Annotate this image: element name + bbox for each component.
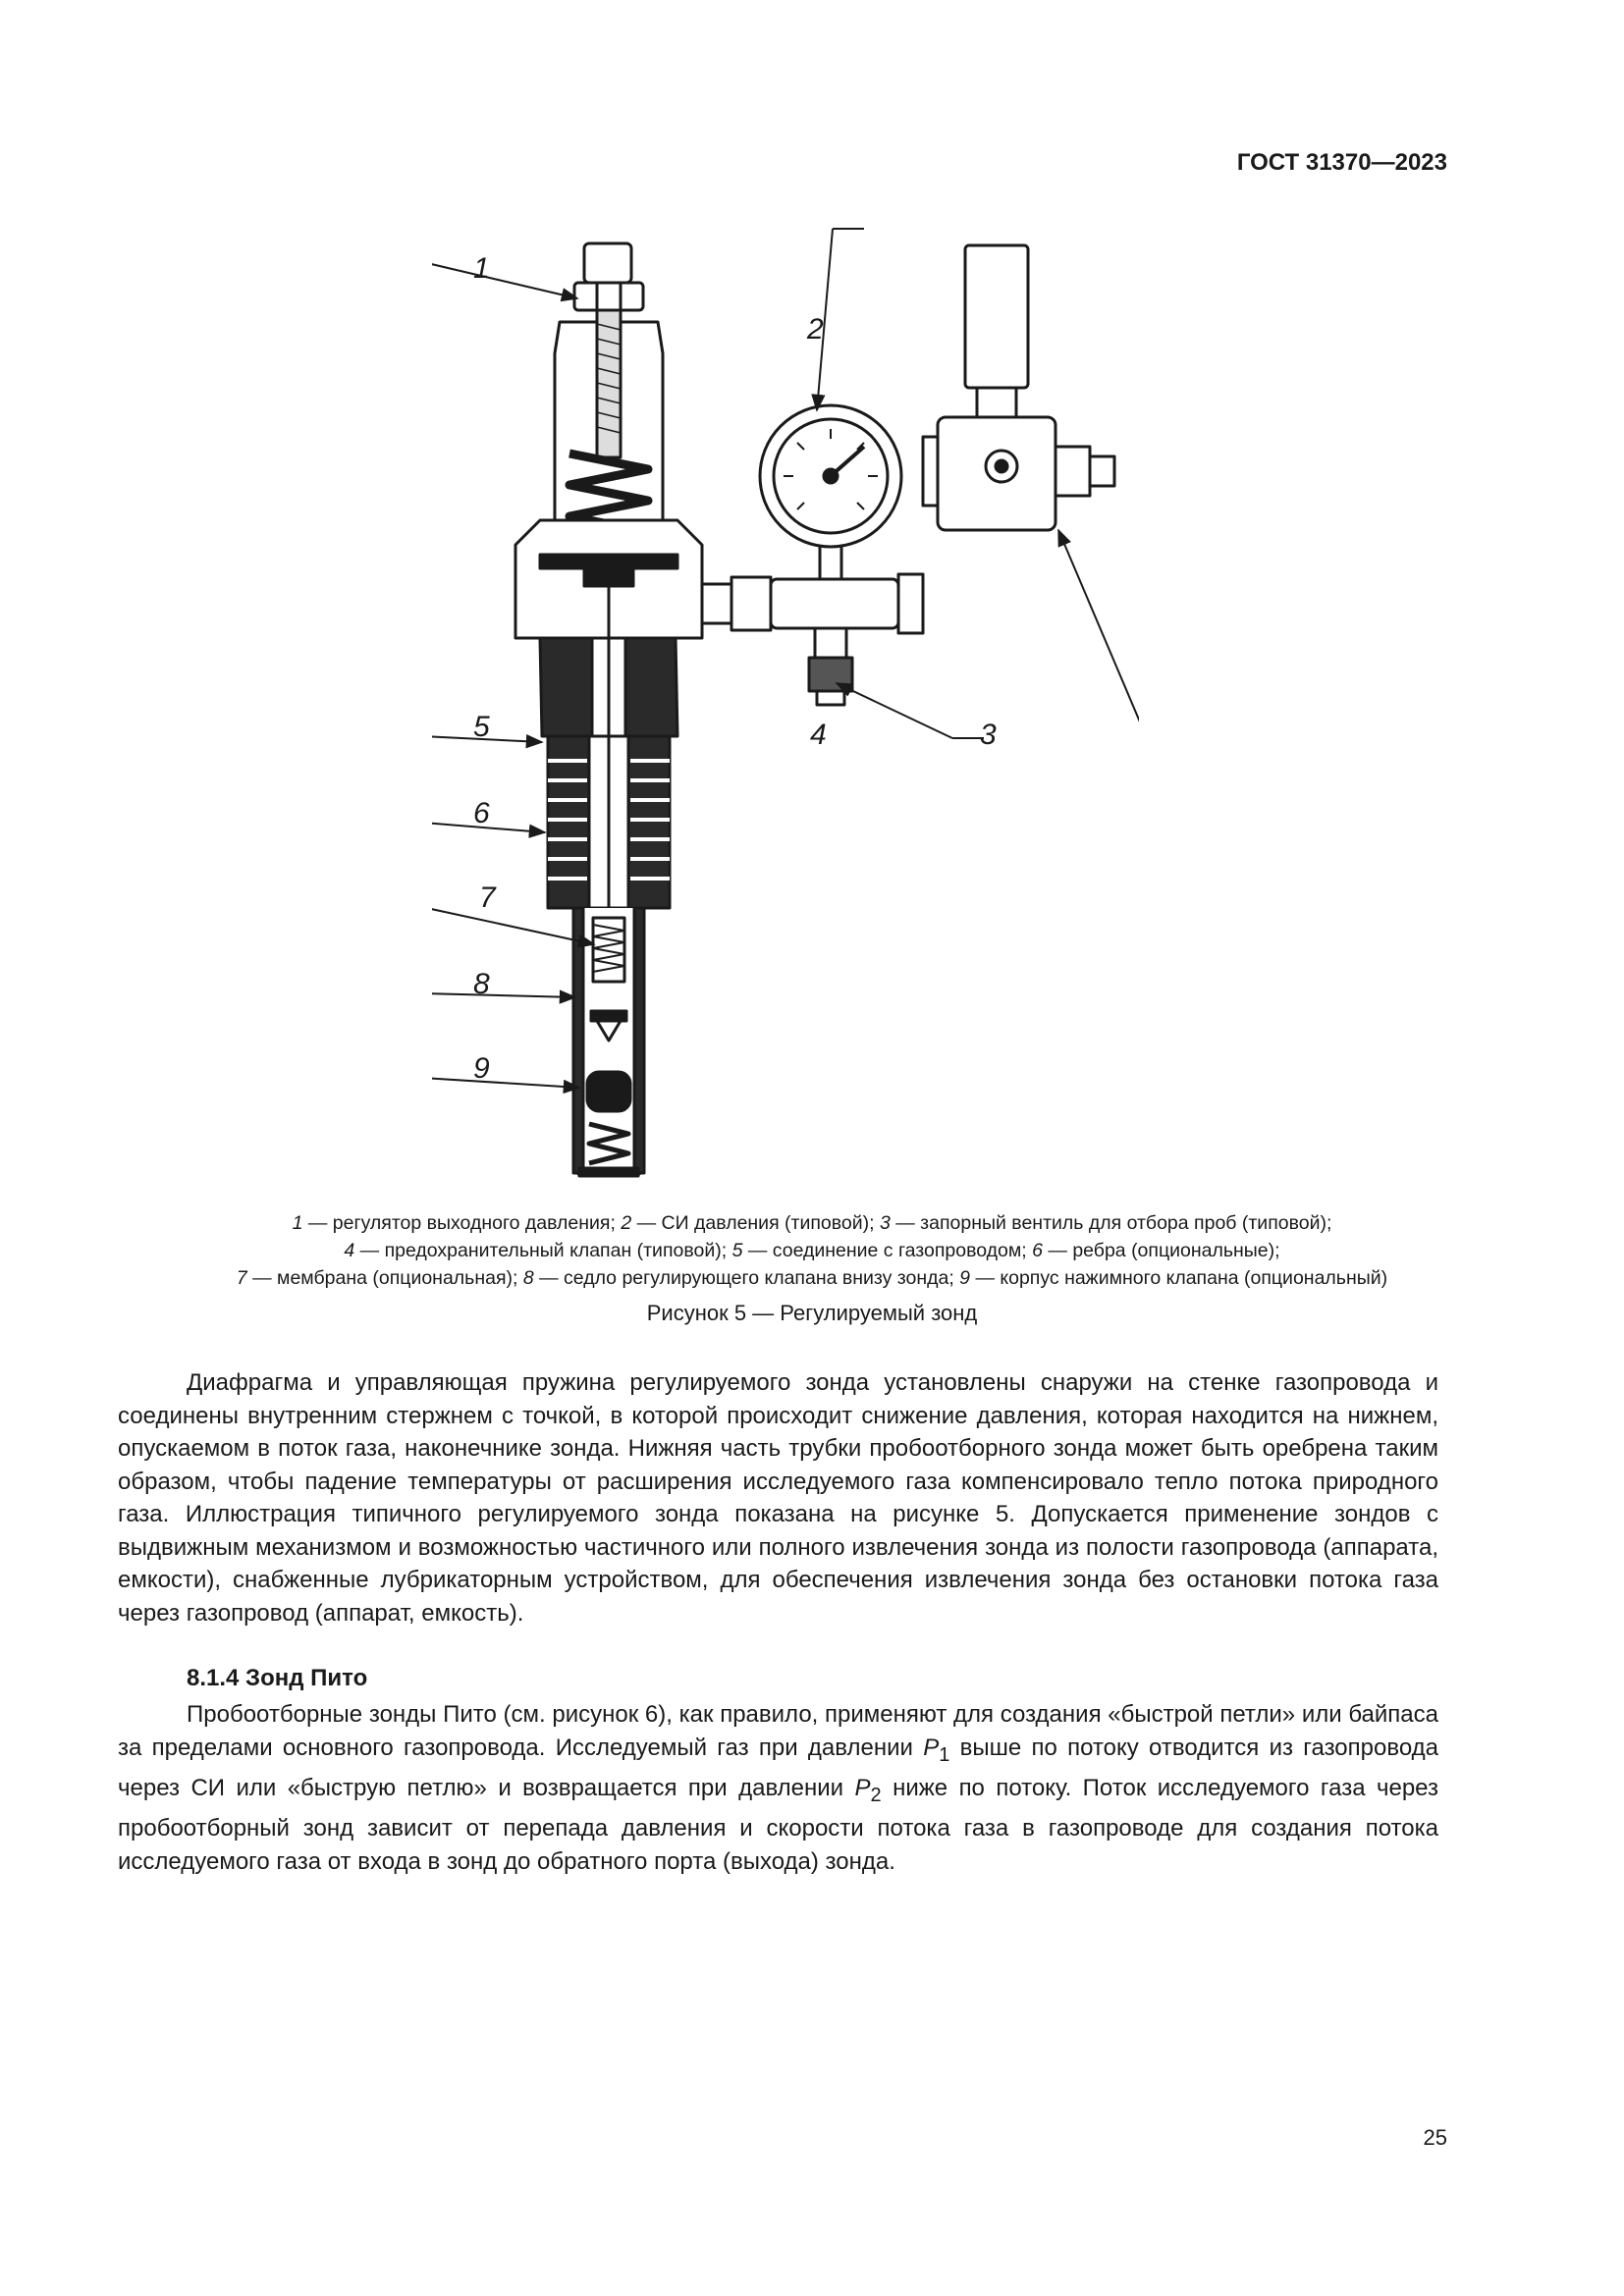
- callout-2: 2: [807, 313, 824, 346]
- callout-5: 5: [473, 711, 490, 743]
- figure-legend-line-2: 4 — предохранительный клапан (типовой); 5 — соединение с газопроводом; 6 — ребра (опциональные);: [344, 1240, 1280, 1261]
- figure-legend-line-1: 1 — регулятор выходного давления; 2 — СИ давления (типовой); 3 — запорный вентиль для отбора проб (типовой);: [292, 1212, 1332, 1234]
- section-heading: 8.1.4 Зонд Пито: [187, 1665, 368, 1691]
- callout-3: 3: [980, 719, 997, 751]
- callout-7: 7: [479, 881, 496, 914]
- callout-6: 6: [473, 797, 490, 829]
- paragraph-1: Диафрагма и управляющая пружина регулируемого зонда установлены снаружи на стенке газопровода и соединены внутренним стержнем с точкой, в которой происходит снижение давления, которая находится на нижнем, опускаемом в поток газа, наконечнике зонда. Нижняя часть трубки пробоотборного зонда может быть оребрена таким образом, чтобы падение температуры от расширения исследуемого газа компенсировало тепло потока природного газа. Иллюстрация типичного регулируемого зонда показана на рисунке 5. Допускается применение зондов с выдвижным механизмом и возможностью частичного или полного извлечения зонда из полости газопровода (аппарата, емкости), снабженные лубрикаторным устройством, для обеспечения извлечения зонда без остановки потока газа через газопровод (аппарат, емкость).: [118, 1369, 1438, 1627]
- callout-4: 4: [810, 719, 827, 751]
- page-number: 25: [1423, 2125, 1447, 2150]
- figure-caption: Рисунок 5 — Регулируемый зонд: [646, 1301, 978, 1325]
- figure-legend-line-3: 7 — мембрана (опциональная); 8 — седло регулирующего клапана внизу зонда; 9 — корпус нажимного клапана (опциональный): [236, 1267, 1388, 1289]
- callout-9: 9: [473, 1052, 490, 1085]
- document-header: ГОСТ 31370—2023: [1236, 149, 1447, 176]
- paragraph-2: Пробоотборные зонды Пито (см. рисунок 6), как правило, применяют для создания «быстрой петли» или байпаса за пределами основного газопровода. Исследуемый газ при давлении $P_1$ выше по потоку отводится из газопровода через СИ или «быструю петлю» и возвращается при давлении $P_2$ ниже по потоку. Поток исследуемого газа через пробоотборный зонд зависит от перепада давления и скорости потока газа в газопроводе для создания потока исследуемого газа от входа в зонд до обратного порта (выхода) зонда.: [118, 1701, 1438, 1875]
- callout-8: 8: [473, 968, 490, 1000]
- callout-1: 1: [473, 252, 490, 285]
